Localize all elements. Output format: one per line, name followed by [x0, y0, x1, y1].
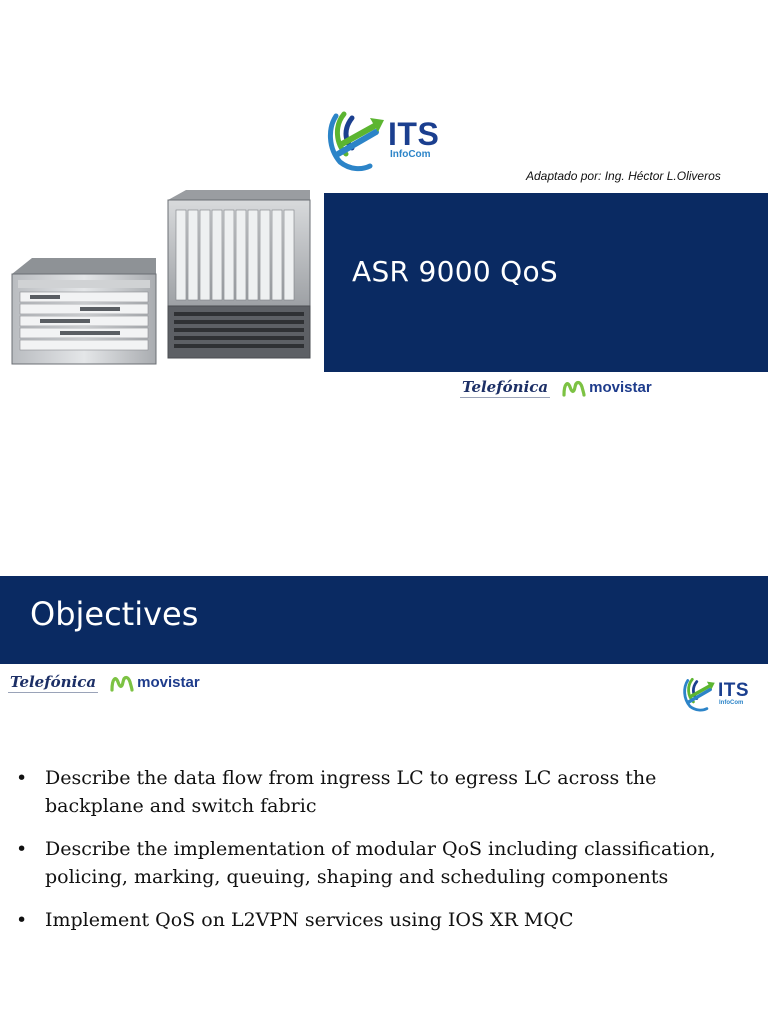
its-brand-text: ITS: [718, 679, 750, 701]
movistar-m-icon: [110, 674, 134, 692]
list-item: [14, 764, 754, 820]
movistar-m-icon: [562, 379, 586, 397]
telefonica-movistar-logo: [8, 672, 200, 693]
telefonica-wordmark: Telefónica: [462, 378, 549, 396]
bullet-text: Describe the data flow from ingress LC to egress LC across the backplane and switch fabric: [45, 767, 657, 817]
objectives-slide: [0, 576, 768, 1024]
list-item: [14, 835, 754, 891]
bullet-icon: •: [16, 767, 28, 789]
telefonica-wordmark: Telefónica: [10, 673, 97, 691]
telefonica-movistar-logo: [460, 377, 652, 398]
its-infocom-logo: [682, 676, 749, 712]
infocom-text: InfoCom: [719, 699, 744, 706]
its-brand-text: ITS: [388, 116, 440, 152]
movistar-wordmark: movistar: [137, 674, 200, 691]
title-banner: [324, 193, 768, 372]
router-chassis-image: [0, 188, 324, 372]
objectives-list: [14, 764, 754, 949]
bullet-text: Describe the implementation of modular QoS including classification, policing, marking, queuing, shaping and scheduling components: [45, 838, 716, 888]
bullet-icon: •: [16, 838, 28, 860]
objectives-title: Objectives: [30, 595, 199, 633]
infocom-text: InfoCom: [390, 149, 431, 160]
list-item: [14, 906, 754, 934]
adapted-by-text: Adaptado por: Ing. Héctor L.Oliveros: [526, 169, 721, 183]
its-swirl-icon: [326, 108, 386, 172]
its-swirl-icon: [682, 676, 716, 712]
its-infocom-logo: [326, 108, 439, 172]
slide-title: ASR 9000 QoS: [352, 255, 558, 288]
objectives-header: [0, 576, 768, 664]
bullet-icon: •: [16, 909, 28, 931]
movistar-wordmark: movistar: [589, 379, 652, 396]
bullet-text: Implement QoS on L2VPN services using IOS XR MQC: [45, 909, 574, 931]
